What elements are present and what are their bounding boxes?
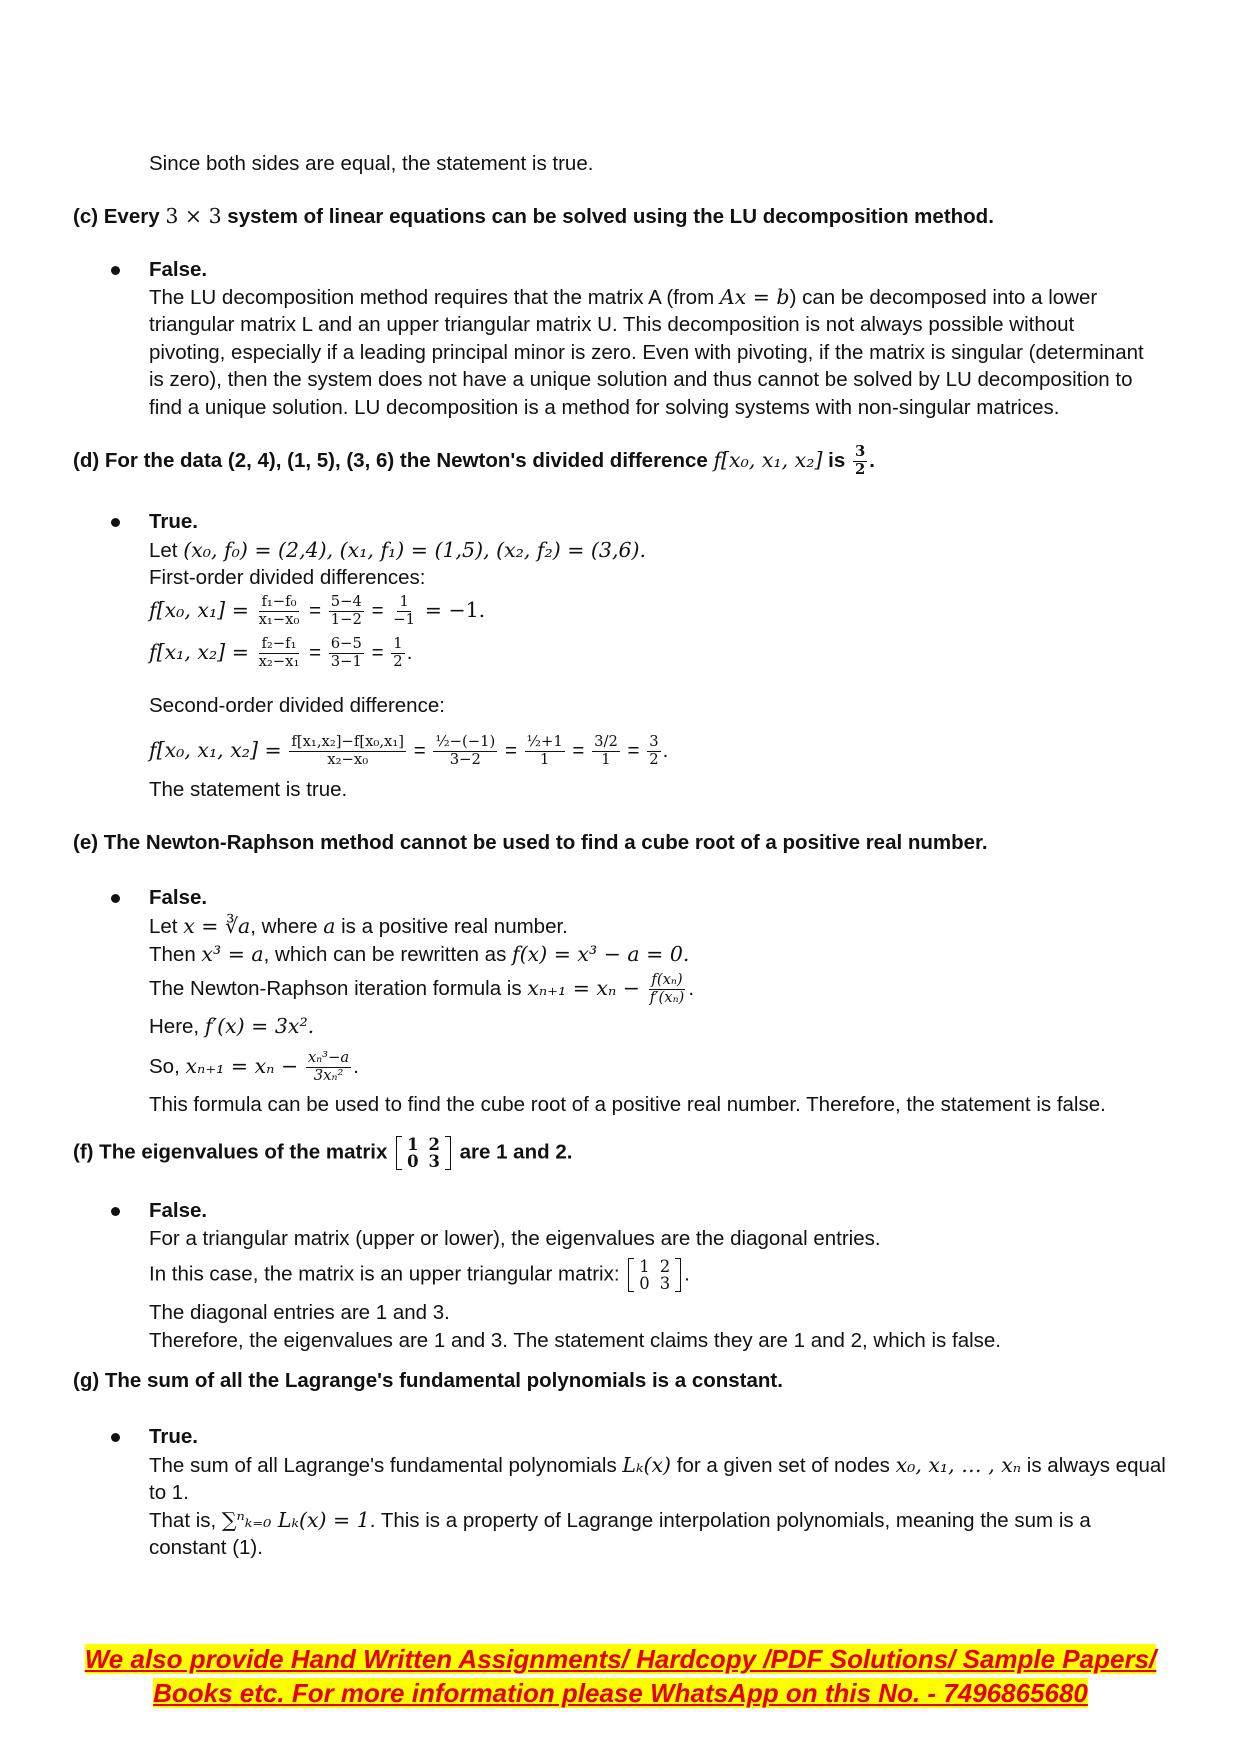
answer-e-formula: The Newton-Raphson iteration formula is xₙ₊₁ = xₙ − $\frac{\text{f(xₙ)}}{\text{f′(xₙ)}}$ . <box>149 971 695 1006</box>
question-f: (f) The eigenvalues of the matrix 1 2 0 3 are 1 and 2. <box>73 1135 573 1172</box>
bullet-icon <box>111 894 120 903</box>
verdict-e: False. <box>149 886 208 909</box>
answer-f-line: Therefore, the eigenvalues are 1 and 3. The statement claims they are 1 and 2, which is false. <box>149 1329 1001 1352</box>
answer-e-iteration: So, xₙ₊₁ = xₙ − $\frac{\text{xₙ³−a}}{\text{3xₙ²}}$ . <box>149 1049 359 1084</box>
equation-second-order: f[x₀, x₁, x₂] = $\frac{\text{f[x₁,x₂]−f[x₀,x₁]}}{\text{x₂−x₀}}$ = $\frac{\text{½−(−1)}}{3-2}$ = $\frac{\text{½+1}}{1}$ = $\frac{3/2}{1}$ = $\frac{3}{2}$ . <box>149 733 669 768</box>
answer-f-line: In this case, the matrix is an upper triangular matrix: 1 2 0 3 . <box>149 1257 690 1294</box>
answer-c-line: The LU decomposition method requires that the matrix A (from Ax = b) can be decomposed into a lower <box>149 285 1098 309</box>
answer-g-line: The sum of all Lagrange's fundamental polynomials Lₖ(x) for a given set of nodes x₀, x₁, … , xₙ is always equal <box>149 1453 1166 1477</box>
equation-first-order-2: f[x₁, x₂] = $\frac{\text{f₂−f₁}}{\text{x₂−x₁}}$ = $\frac{6-5}{3-1}$ = $\frac{1}{2}$ . <box>149 635 413 670</box>
matrix: 1 2 0 3 <box>396 1136 451 1170</box>
verdict-f: False. <box>149 1199 208 1222</box>
answer-c-line: is zero), then the system does not have a unique solution and thus cannot be solved by LU decomposition to <box>149 368 1133 391</box>
answer-c-line: pivoting, especially if a leading principal minor is zero. Even with pivoting, if the matrix is singular (determinant <box>149 341 1144 364</box>
bullet-icon <box>111 1433 120 1442</box>
answer-e-line: Then x³ = a, which can be rewritten as f(x) = x³ − a = 0. <box>149 942 690 966</box>
bullet-icon <box>111 266 120 275</box>
verdict-d: True. <box>149 510 198 533</box>
answer-c-line: find a unique solution. LU decomposition is a method for solving systems with non-singular matrices. <box>149 396 1060 419</box>
answer-f-line: For a triangular matrix (upper or lower), the eigenvalues are the diagonal entries. <box>149 1227 881 1250</box>
answer-e-derivative: Here, f′(x) = 3x². <box>149 1014 315 1038</box>
answer-d-first-order-label: First-order divided differences: <box>149 566 426 589</box>
answer-f-line: The diagonal entries are 1 and 3. <box>149 1301 450 1324</box>
matrix: 1 2 0 3 <box>628 1258 681 1292</box>
answer-g-line: That is, ∑ⁿₖ₌₀ Lₖ(x) = 1. This is a property of Lagrange interpolation polynomials, meaning the sum is a <box>149 1508 1091 1532</box>
question-g: (g) The sum of all the Lagrange's fundamental polynomials is a constant. <box>73 1369 783 1392</box>
promo-banner-line-1: We also provide Hand Written Assignments/ Hardcopy /PDF Solutions/ Sample Papers/ <box>84 1644 1157 1674</box>
verdict-g: True. <box>149 1425 198 1448</box>
answer-g-line: to 1. <box>149 1481 189 1504</box>
bullet-icon <box>111 1207 120 1216</box>
answer-c-line: triangular matrix L and an upper triangular matrix U. This decomposition is not always possible without <box>149 313 1075 336</box>
answer-g-line: constant (1). <box>149 1536 263 1559</box>
question-e: (e) The Newton-Raphson method cannot be used to find a cube root of a positive real number. <box>73 831 988 854</box>
equation-first-order-1: f[x₀, x₁] = $\frac{\text{f₁−f₀}}{\text{x₁−x₀}}$ = $\frac{5-4}{1-2}$ = $\frac{1}{-1}$ = −1. <box>149 593 486 628</box>
bullet-icon <box>111 518 120 527</box>
promo-banner-line-2: Books etc. For more information please WhatsApp on this No. - 7496865680 <box>153 1678 1088 1708</box>
answer-e-line: This formula can be used to find the cube root of a positive real number. Therefore, the statement is false. <box>149 1093 1106 1116</box>
question-c: (c) Every 3 × 3 system of linear equations can be solved using the LU decomposition method. <box>73 204 994 228</box>
question-d: (d) For the data (2, 4), (1, 5), (3, 6) the Newton's divided difference f[x₀, x₁, x₂] is $\frac{3}{2}$ . <box>73 443 875 478</box>
answer-d-second-order-label: Second-order divided difference: <box>149 694 445 717</box>
answer-e-line: Let x = ∛a, where a is a positive real number. <box>149 914 568 938</box>
answer-d-conclusion: The statement is true. <box>149 778 348 801</box>
verdict-c: False. <box>149 258 208 281</box>
answer-d-let: Let (x₀, f₀) = (2,4), (x₁, f₁) = (1,5), (x₂, f₂) = (3,6). <box>149 538 647 562</box>
intro-text: Since both sides are equal, the statement is true. <box>149 152 594 175</box>
